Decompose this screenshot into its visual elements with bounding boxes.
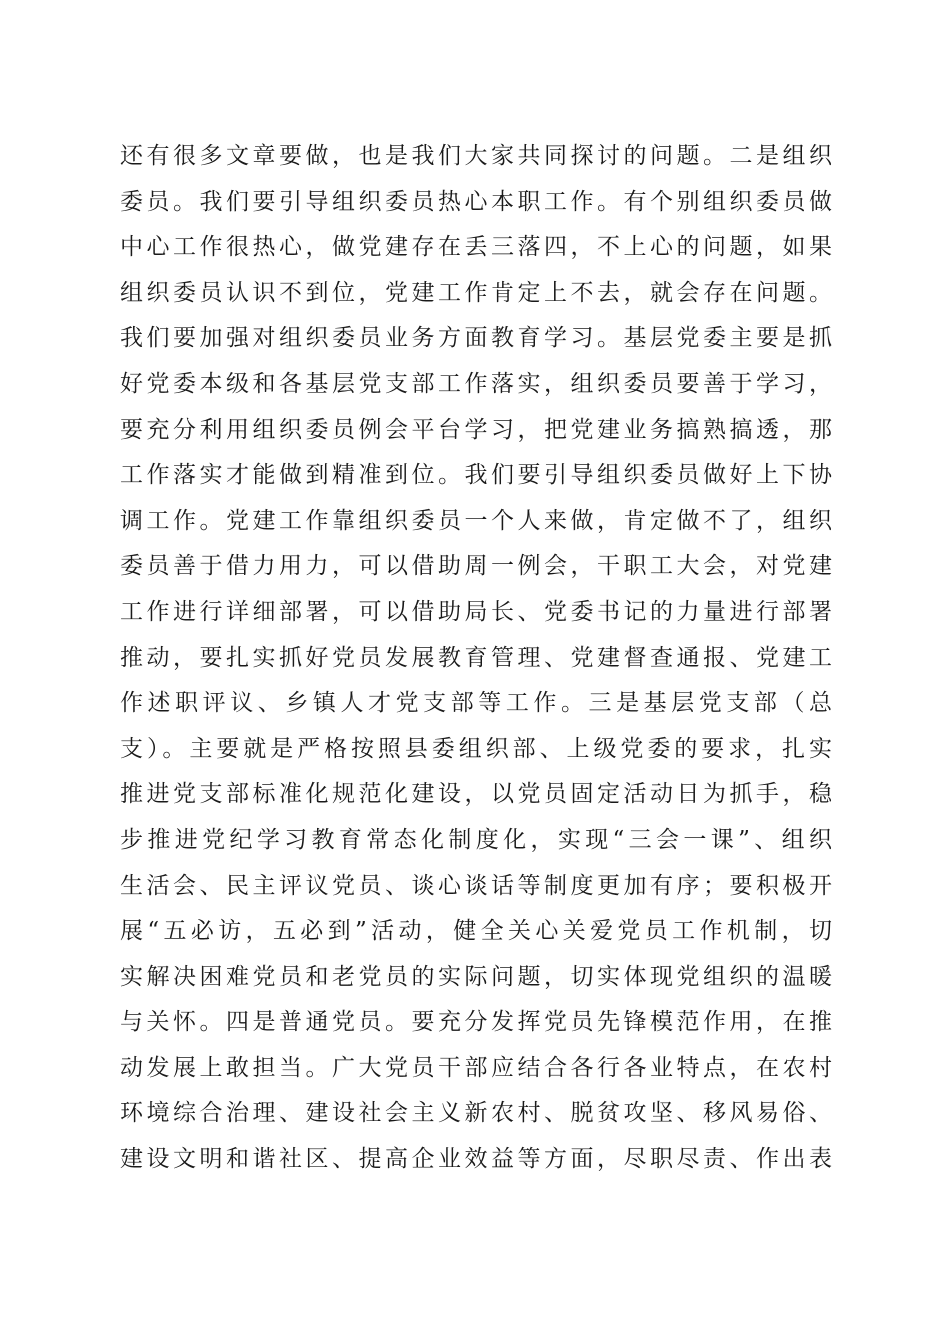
text-line: 作述职评议、乡镇人才党支部等工作。三是基层党支部（总 [120,690,832,717]
text-line: 要充分利用组织委员例会平台学习，把党建业务搞熟搞透，那 [120,416,832,443]
text-line: 生活会、民主评议党员、谈心谈话等制度更加有序；要积极开 [120,872,832,899]
text-line: 动发展上敢担当。广大党员干部应结合各行各业特点，在农村 [120,1054,832,1081]
text-line: 与关怀。四是普通党员。要充分发挥党员先锋模范作用，在推 [120,1009,832,1036]
text-line: 推动，要扎实抓好党员发展教育管理、党建督查通报、党建工 [120,644,832,671]
text-line: 组织委员认识不到位，党建工作肯定上不去，就会存在问题。 [120,279,832,306]
text-line: 我们要加强对组织委员业务方面教育学习。基层党委主要是抓 [120,325,832,352]
text-line: 委员。我们要引导组织委员热心本职工作。有个别组织委员做 [120,188,832,215]
text-line: 中心工作很热心，做党建存在丢三落四，不上心的问题，如果 [120,234,832,261]
text-line: 实解决困难党员和老党员的实际问题，切实体现党组织的温暖 [120,963,832,990]
text-line: 建设文明和谐社区、提高企业效益等方面，尽职尽责、作出表 [120,1146,832,1173]
text-line: 调工作。党建工作靠组织委员一个人来做，肯定做不了，组织 [120,507,832,534]
text-line: 工作落实才能做到精准到位。我们要引导组织委员做好上下协 [120,462,832,489]
text-line: 支）。主要就是严格按照县委组织部、上级党委的要求，扎实 [120,735,832,762]
text-line: 步推进党纪学习教育常态化制度化，实现“三会一课”、组织 [120,826,832,853]
text-line: 环境综合治理、建设社会主义新农村、脱贫攻坚、移风易俗、 [120,1100,832,1127]
text-line: 展“五必访，五必到”活动，健全关心关爱党员工作机制，切 [120,918,832,945]
text-line: 工作进行详细部署，可以借助局长、党委书记的力量进行部署 [120,598,832,625]
text-line: 还有很多文章要做，也是我们大家共同探讨的问题。二是组织 [120,143,832,169]
text-line: 委员善于借力用力，可以借助周一例会，干职工大会，对党建 [120,553,832,580]
body-text [120,134,832,1183]
text-line: 推进党支部标准化规范化建设，以党员固定活动日为抓手，稳 [120,781,832,808]
text-line: 好党委本级和各基层党支部工作落实，组织委员要善于学习， [120,370,832,397]
